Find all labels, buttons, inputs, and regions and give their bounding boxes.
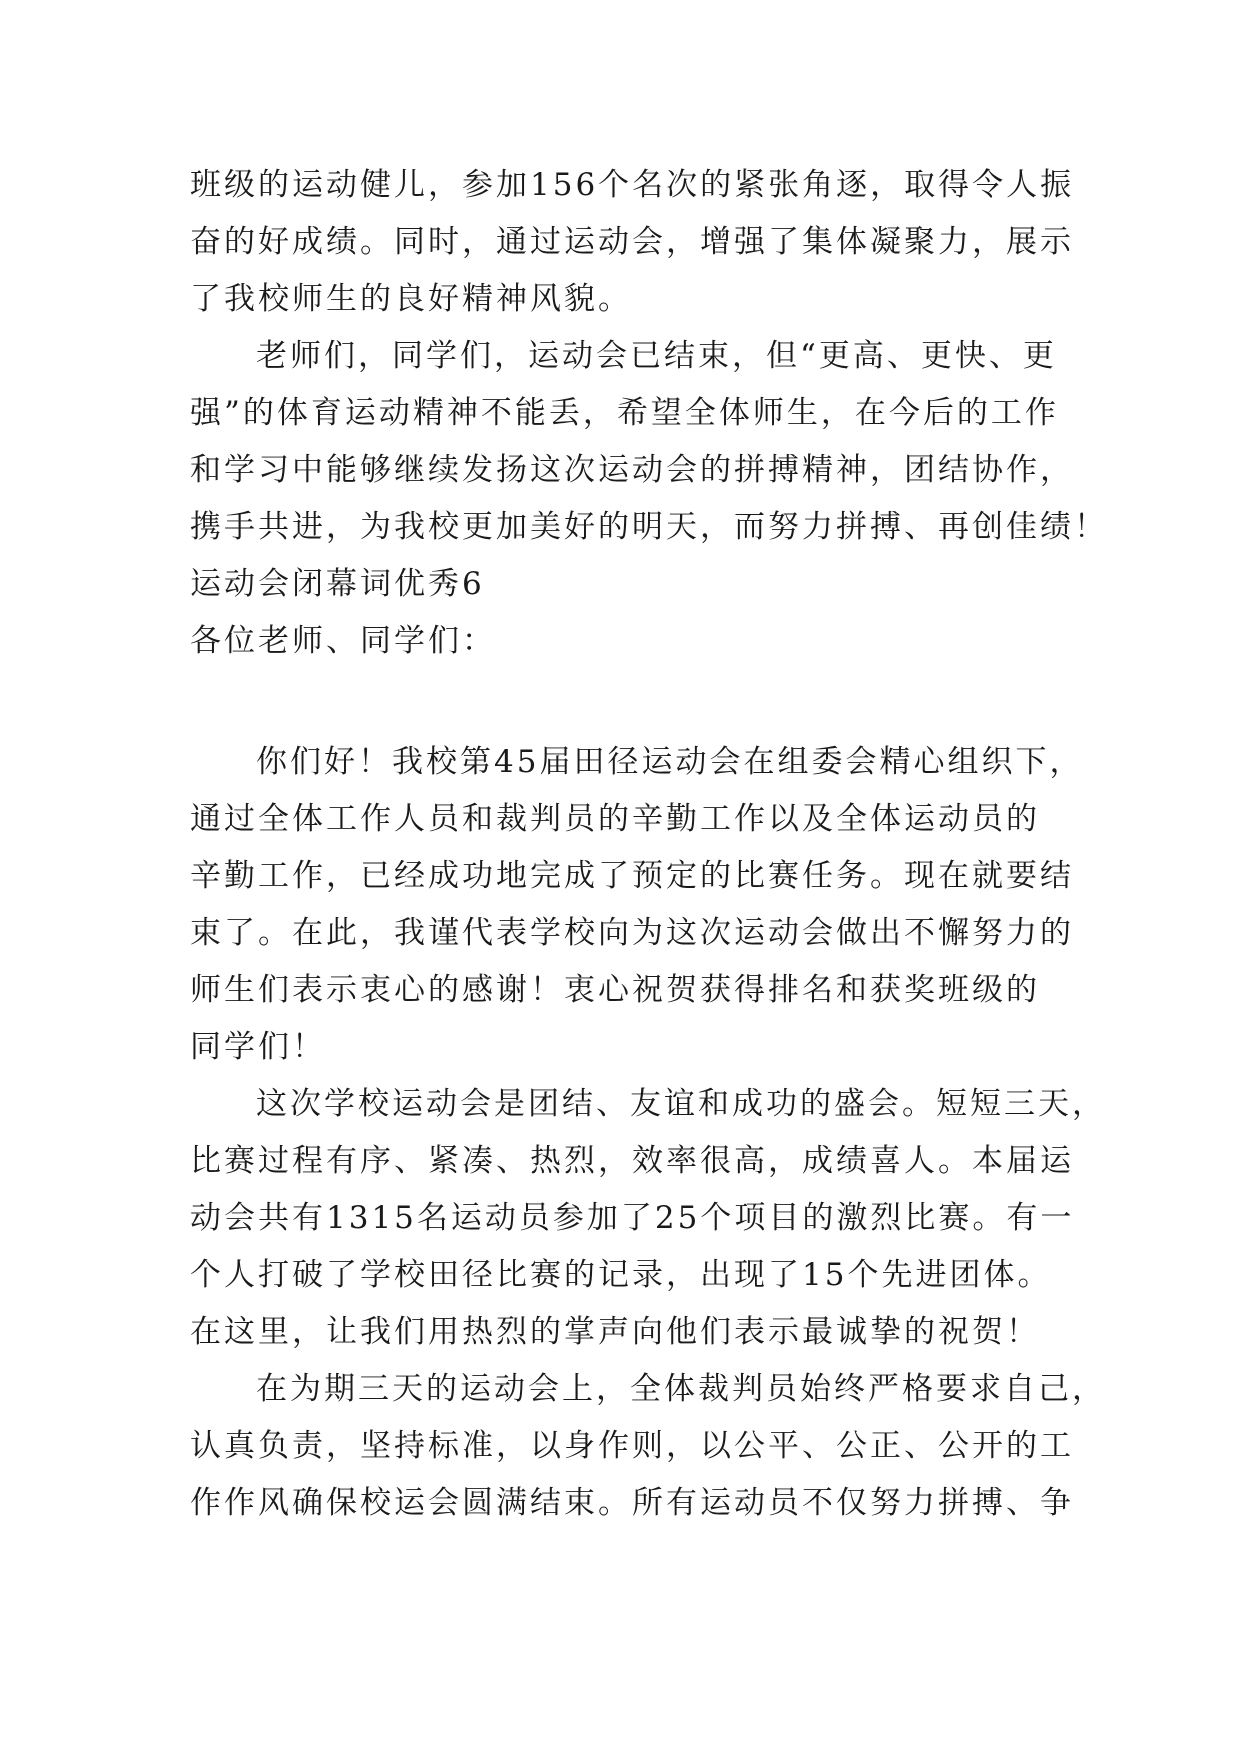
text-line: 在这里，让我们用热烈的掌声向他们表示最诚挚的祝贺！ <box>190 1314 1040 1350</box>
text-line: 束了。在此，我谨代表学校向为这次运动会做出不懈努力的 <box>190 915 1074 951</box>
text-line: 了我校师生的良好精神风貌。 <box>190 281 632 317</box>
text-line: 个人打破了学校田径比赛的记录，出现了15个先进团体。 <box>190 1257 1052 1293</box>
text-line: 班级的运动健儿，参加156个名次的紧张角逐，取得令人振 <box>190 167 1075 203</box>
paragraph-start-line: 你们好！我校第45届田径运动会在组委会精心组织下， <box>256 744 1084 780</box>
text-line: 和学习中能够继续发扬这次运动会的拼搏精神，团结协作， <box>190 452 1074 488</box>
text-line: 动会共有1315名运动员参加了25个项目的激烈比赛。有一 <box>190 1200 1075 1236</box>
text-line: 作作风确保校运会圆满结束。所有运动员不仅努力拼搏、争 <box>190 1485 1074 1521</box>
paragraph-start-line: 老师们，同学们，运动会已结束，但“更高、更快、更 <box>256 338 1057 374</box>
text-line: 携手共进，为我校更加美好的明天，而努力拼搏、再创佳绩！ <box>190 509 1108 545</box>
text-line: 同学们！ <box>190 1029 326 1065</box>
text-line: 师生们表示衷心的感谢！衷心祝贺获得排名和获奖班级的 <box>190 972 1040 1008</box>
section-heading: 运动会闭幕词优秀6 <box>190 566 485 602</box>
paragraph-start-line: 这次学校运动会是团结、友谊和成功的盛会。短短三天， <box>256 1086 1106 1122</box>
salutation: 各位老师、同学们： <box>190 623 496 659</box>
document-body <box>190 157 1108 1532</box>
text-line: 辛勤工作，已经成功地完成了预定的比赛任务。现在就要结 <box>190 858 1074 894</box>
paragraph-start-line: 在为期三天的运动会上，全体裁判员始终严格要求自己， <box>256 1371 1106 1407</box>
text-line: 通过全体工作人员和裁判员的辛勤工作以及全体运动员的 <box>190 801 1040 837</box>
paragraph-gap <box>190 670 1070 734</box>
text-line: 奋的好成绩。同时，通过运动会，增强了集体凝聚力，展示 <box>190 224 1074 260</box>
text-line: 认真负责，坚持标准，以身作则，以公平、公正、公开的工 <box>190 1428 1074 1464</box>
text-line: 比赛过程有序、紧凑、热烈，效率很高，成绩喜人。本届运 <box>190 1143 1074 1179</box>
text-line: 强”的体育运动精神不能丢，希望全体师生，在今后的工作 <box>190 395 1059 431</box>
